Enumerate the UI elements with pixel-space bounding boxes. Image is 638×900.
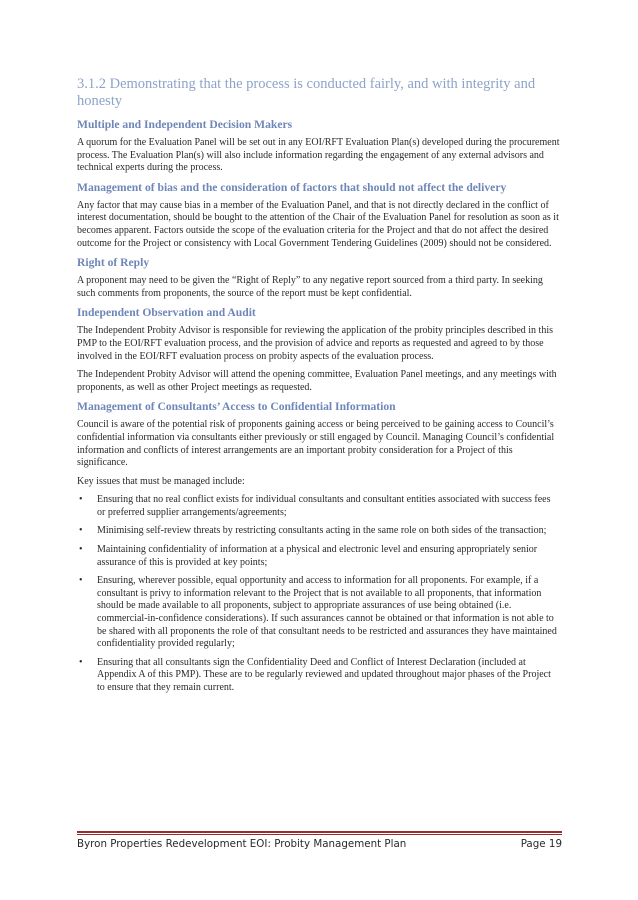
list-item-text: Minimising self-review threats by restricting consultants acting in the same role on both sides of the transaction;	[97, 525, 547, 537]
paragraph: The Independent Probity Advisor will attend the opening committee, Evaluation Panel meetings, and any meetings with proponents, as well as other Project meetings as requested.	[77, 369, 557, 393]
subsection-heading-consultants-access: Management of Consultants’ Access to Confidential Information	[77, 400, 396, 414]
bullet-icon: •	[79, 656, 83, 668]
subsection-heading-decision-makers: Multiple and Independent Decision Makers	[77, 118, 293, 131]
subsection-heading-right-of-reply: Right of Reply	[77, 256, 150, 270]
paragraph: The Independent Probity Advisor is responsible for reviewing the application of the probity principles described in this PMP to the EOI/RFT evaluation process, and the provision of advice and reports as requested and agreed to by those involved in the EOI/RFT evaluation process on probity aspects of the evaluation process.	[77, 325, 554, 362]
bullet-icon: •	[79, 544, 83, 556]
list-item-text: Maintaining confidentiality of information at a physical and electronic level and ensuring appropriately senior assurance of this is provided at key points;	[97, 544, 538, 568]
paragraph: Any factor that may cause bias in a member of the Evaluation Panel, and that is not directly declared in the conflict of interest documentation, should be bought to the attention of the Chair of the Evaluation Panel for resolution as soon as it becomes apparent. Factors outside the scope of the evaluation criteria for the Project and that do not affect the desired outcome for the Project or consistency with Local Government Tendering Guidelines (2009) should not be considered.	[77, 199, 559, 249]
list-item-text: Ensuring that no real conflict exists for individual consultants and consultant entities associated with success fees or preferred supplier arrangements/agreements;	[97, 494, 551, 518]
subsection-heading-bias: Management of bias and the consideration of factors that should not affect the delivery	[77, 180, 507, 194]
list-item	[77, 544, 561, 569]
page-footer	[77, 838, 562, 850]
footer-divider-thin	[77, 834, 562, 835]
paragraph: A proponent may need to be given the “Right of Reply” to any negative report sourced from a third party. In seeking such comments from proponents, the source of the report must be kept confidential.	[77, 275, 543, 299]
key-issues-list	[77, 494, 561, 694]
page-number: Page 19	[520, 838, 562, 850]
list-item	[77, 494, 561, 519]
document-page	[77, 76, 561, 701]
bullet-icon: •	[79, 525, 83, 537]
paragraph: A quorum for the Evaluation Panel will be set out in any EOI/RFT Evaluation Plan(s) developed during the procurement process. The Evaluation Plan(s) will also include information regarding the engagement of any external advisors and technical experts during the process.	[77, 137, 560, 174]
list-item	[77, 657, 561, 695]
bullet-icon: •	[79, 575, 83, 587]
bullet-icon: •	[79, 494, 83, 506]
list-item-text: Ensuring that all consultants sign the Confidentiality Deed and Conflict of Interest Declaration (included at Appendix A of this PMP). These are to be regularly reviewed and updated throughout major phases of the Project to ensure that they remain current.	[97, 656, 551, 693]
subsection-heading-observation-audit: Independent Observation and Audit	[77, 306, 256, 320]
paragraph: Key issues that must be managed include:	[77, 475, 245, 487]
list-item-text: Ensuring, wherever possible, equal opportunity and access to information for all proponents. For example, if a consultant is privy to information relevant to the Project that is not available to all proponents, that information should be made available to all proponents, subject to appropriate assurances of use being obtained (i.e. commercial-in-confidence considerations). If such assurances cannot be obtained or that information is not able to be shared with all proponents the role of that consultant needs to be restricted and assurances they have maintained confidentiality provided regularly;	[97, 575, 557, 650]
list-item	[77, 525, 561, 538]
list-item	[77, 575, 561, 651]
footer-divider	[77, 831, 562, 833]
section-title: 3.1.2 Demonstrating that the process is conducted fairly, and with integrity and honesty	[77, 76, 536, 109]
paragraph: Council is aware of the potential risk of proponents gaining access or being perceived to be gaining access to Council’s confidential information via consultants either previously or still engaged by Council. Managing Council’s confidential information and conflicts of interest arrangements are an important probity consideration for a Project of this significance.	[77, 419, 555, 469]
footer-document-title: Byron Properties Redevelopment EOI: Probity Management Plan	[77, 838, 407, 850]
